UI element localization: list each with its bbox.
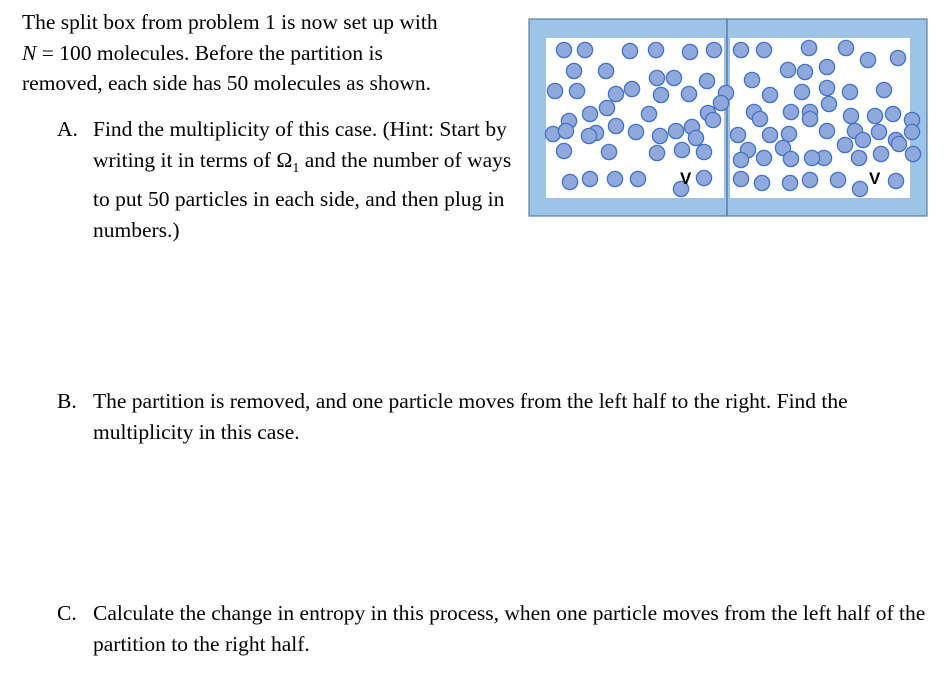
particle [668,123,683,138]
particle [598,63,613,78]
particle [744,72,759,87]
particle [713,95,728,110]
particle [624,81,639,96]
particle [699,73,714,88]
particle [819,59,834,74]
particle [608,118,623,133]
question-c-text: Calculate the change in entropy in this process, when one particle moves from the left half of the partition to the right half. [93,601,926,656]
particle [783,151,798,166]
question-a-text-part2: and the number of ways to put 50 particles in each side, and then plug in numbers.) [93,147,512,242]
particle [648,42,663,57]
particle [904,124,919,139]
particle [601,144,616,159]
particle [804,150,819,165]
particle [706,42,721,57]
intro-line-3: removed, each side has 50 molecules as shown. [22,71,431,95]
particle [830,172,845,187]
particle [556,143,571,158]
particle [782,175,797,190]
volume-label-right: V [869,169,881,188]
particle [780,62,795,77]
particle [762,127,777,142]
particle [885,106,900,121]
particle [733,152,748,167]
particle [867,108,882,123]
particle [730,127,745,142]
particle [666,70,681,85]
particle [891,136,906,151]
particle [733,42,748,57]
particle [871,124,886,139]
question-a [57,114,517,245]
particle [794,84,809,99]
particle [622,43,637,58]
question-c [57,598,947,659]
particle [558,123,573,138]
particle [566,63,581,78]
intro-line-2 [22,38,522,69]
particle [783,104,798,119]
particle [569,83,584,98]
particle [860,52,875,67]
particle [843,108,858,123]
particle [582,171,597,186]
particle [819,80,834,95]
particle [762,87,777,102]
question-a-letter: A. [57,117,78,141]
particle [581,128,596,143]
particle [599,100,614,115]
particle [630,171,645,186]
particle [797,64,812,79]
particle [821,96,836,111]
question-a-text-part1: Find the multiplicity of this case. (Hint: Start by writing it in terms of [93,117,507,172]
particle [674,142,689,157]
volume-label-left: V [680,169,692,188]
particle [608,86,623,101]
particle [705,112,720,127]
particle [653,87,668,102]
particle [756,42,771,57]
particle [641,106,656,121]
particle [556,42,571,57]
split-box-figure [528,18,930,220]
particle [696,170,711,185]
particle [855,132,870,147]
particle [652,128,667,143]
particle [802,111,817,126]
particle [688,130,703,145]
variable-n: N [22,40,37,65]
particle [562,174,577,189]
particle [801,40,816,55]
particle [802,172,817,187]
question-c-letter: C. [57,601,77,625]
question-b-letter: B. [57,389,77,413]
intro-line-2-text: = 100 molecules. Before the partition is [36,40,383,65]
particle [851,150,866,165]
particle [876,82,891,97]
particle [781,126,796,141]
omega-symbol: Ω [276,147,293,172]
particle [888,173,903,188]
particle [547,83,562,98]
particle [842,84,857,99]
intro-line-1: The split box from problem 1 is now set up with [22,10,438,34]
particle [890,50,905,65]
omega-subscript: 1 [292,160,300,176]
particle [696,144,711,159]
particle [682,44,697,59]
particle [649,70,664,85]
particle [607,171,622,186]
question-a-text [93,114,517,245]
question-b [57,386,947,447]
particle [582,106,597,121]
particle [649,145,664,160]
particle [837,137,852,152]
particle [756,150,771,165]
particle [754,175,769,190]
particle [819,123,834,138]
particle [838,40,853,55]
problem-intro [22,7,522,99]
particle [577,42,592,57]
particle [873,146,888,161]
question-b-text: The partition is removed, and one particle moves from the left half to the right. Find the multiplicity in this case. [93,389,848,444]
particle [733,171,748,186]
particle [852,181,867,196]
particle [905,146,920,161]
particle [628,124,643,139]
particle [752,111,767,126]
particle [681,86,696,101]
